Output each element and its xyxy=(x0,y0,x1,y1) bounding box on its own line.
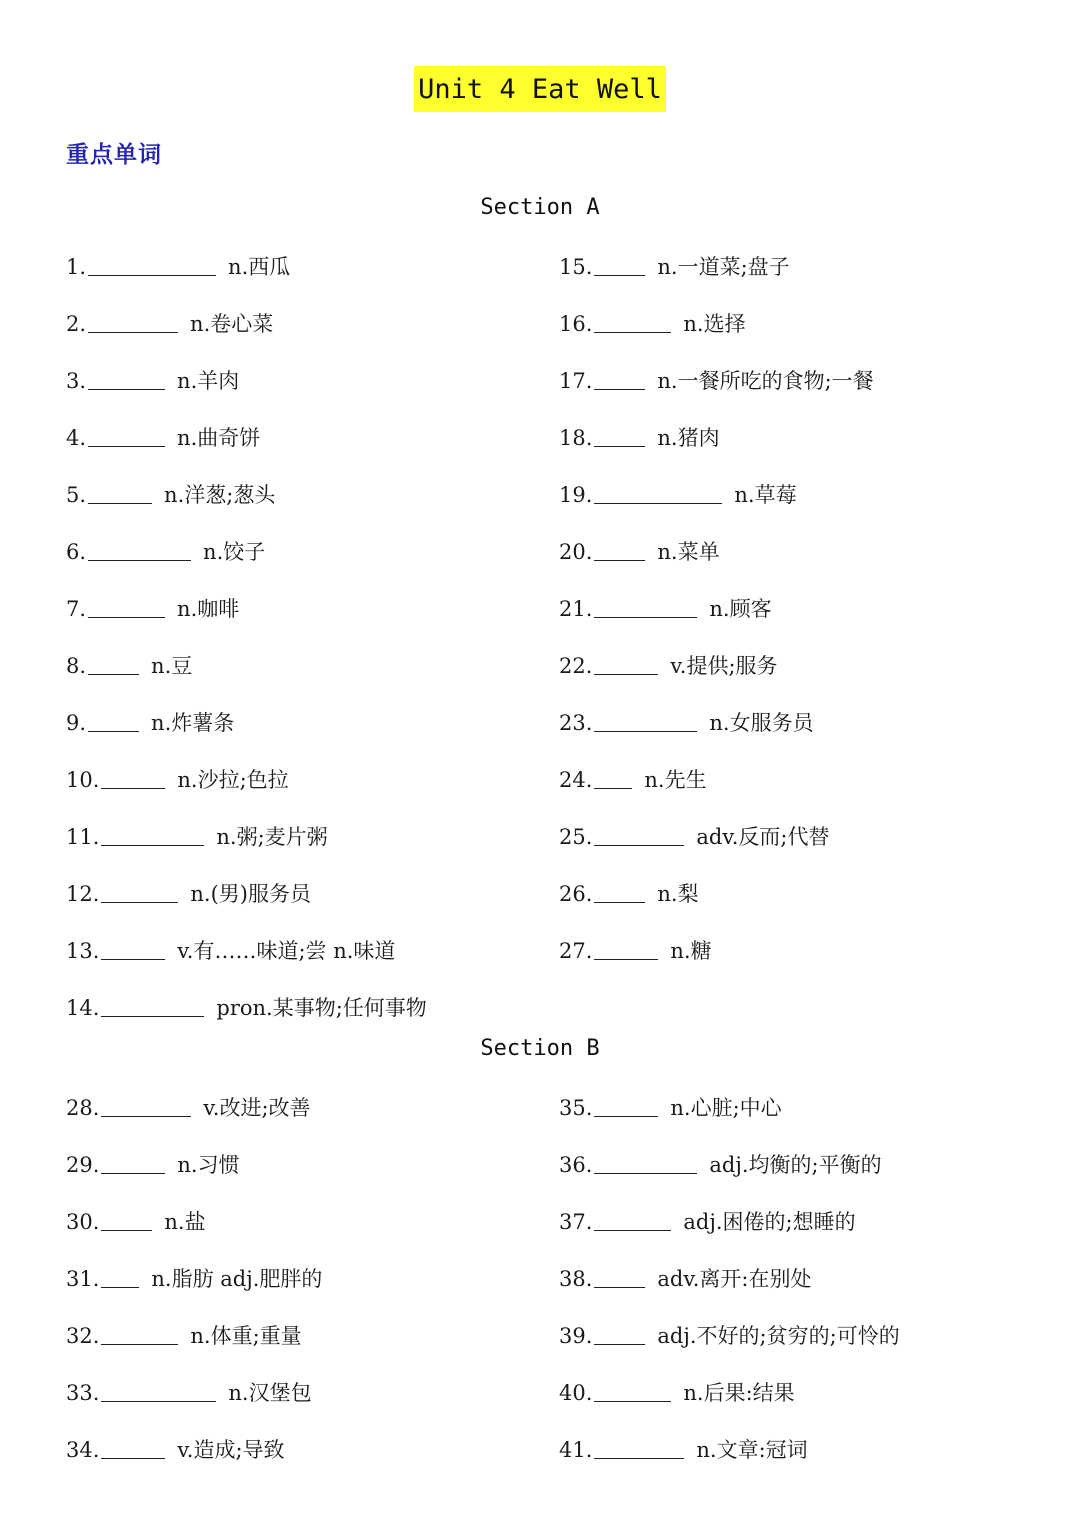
answer-blank[interactable] xyxy=(101,1267,139,1288)
item-number: 6. xyxy=(66,540,87,564)
item-number: 18. xyxy=(559,426,593,450)
vocab-item xyxy=(559,818,830,850)
item-number: 21. xyxy=(559,597,593,621)
answer-blank[interactable] xyxy=(88,654,139,675)
item-definition: n.糖 xyxy=(670,939,712,963)
item-definition: n.汉堡包 xyxy=(228,1381,312,1405)
answer-blank[interactable] xyxy=(88,711,139,732)
item-definition: n.先生 xyxy=(644,768,707,792)
answer-blank[interactable] xyxy=(101,1324,178,1345)
vocab-item xyxy=(559,419,720,451)
item-definition: pron.某事物;任何事物 xyxy=(216,996,427,1020)
item-definition: n.(男)服务员 xyxy=(190,882,311,906)
vocab-item xyxy=(559,761,707,793)
vocab-item xyxy=(66,419,260,451)
answer-blank[interactable] xyxy=(101,1153,165,1174)
answer-blank[interactable] xyxy=(594,1381,671,1402)
vocab-item xyxy=(66,305,273,337)
item-number: 4. xyxy=(66,426,87,450)
answer-blank[interactable] xyxy=(101,1438,165,1459)
item-number: 14. xyxy=(66,996,100,1020)
answer-blank[interactable] xyxy=(88,426,165,447)
item-definition: n.脂肪 adj.肥胖的 xyxy=(151,1267,323,1291)
vocab-item xyxy=(66,989,427,1021)
item-number: 20. xyxy=(559,540,593,564)
vocab-item xyxy=(66,248,290,280)
item-number: 39. xyxy=(559,1324,593,1348)
item-number: 38. xyxy=(559,1267,593,1291)
item-definition: n.咖啡 xyxy=(177,597,240,621)
answer-blank[interactable] xyxy=(101,882,178,903)
item-definition: v.造成;导致 xyxy=(177,1438,285,1462)
item-number: 22. xyxy=(559,654,593,678)
answer-blank[interactable] xyxy=(101,1381,216,1402)
answer-blank[interactable] xyxy=(101,996,204,1017)
item-definition: adj.不好的;贫穷的;可怜的 xyxy=(657,1324,900,1348)
vocab-item xyxy=(559,1260,812,1292)
vocab-item xyxy=(559,533,720,565)
item-number: 1. xyxy=(66,255,87,279)
item-definition: n.粥;麦片粥 xyxy=(216,825,328,849)
item-number: 7. xyxy=(66,597,87,621)
vocab-item xyxy=(66,875,311,907)
answer-blank[interactable] xyxy=(88,540,191,561)
answer-blank[interactable] xyxy=(594,1210,671,1231)
item-definition: v.改进;改善 xyxy=(203,1096,311,1120)
item-definition: n.草莓 xyxy=(734,483,797,507)
item-number: 11. xyxy=(66,825,100,849)
item-number: 32. xyxy=(66,1324,100,1348)
item-number: 24. xyxy=(559,768,593,792)
item-number: 25. xyxy=(559,825,593,849)
answer-blank[interactable] xyxy=(594,882,645,903)
item-number: 9. xyxy=(66,711,87,735)
item-number: 40. xyxy=(559,1381,593,1405)
answer-blank[interactable] xyxy=(101,1210,152,1231)
vocab-item xyxy=(66,1146,240,1178)
item-number: 15. xyxy=(559,255,593,279)
answer-blank[interactable] xyxy=(594,540,645,561)
answer-blank[interactable] xyxy=(594,1267,645,1288)
vocab-item xyxy=(66,476,275,508)
vocab-item xyxy=(559,1431,808,1463)
answer-blank[interactable] xyxy=(88,483,152,504)
item-definition: n.曲奇饼 xyxy=(177,426,261,450)
answer-blank[interactable] xyxy=(594,255,645,276)
section-a-heading: Section A xyxy=(480,195,600,220)
item-number: 16. xyxy=(559,312,593,336)
vocab-item xyxy=(66,1431,285,1463)
vocab-item xyxy=(66,1089,311,1121)
item-definition: n.饺子 xyxy=(203,540,266,564)
item-definition: n.一餐所吃的食物;一餐 xyxy=(657,369,874,393)
item-definition: n.后果:结果 xyxy=(683,1381,795,1405)
item-number: 27. xyxy=(559,939,593,963)
item-definition: n.选择 xyxy=(683,312,746,336)
answer-blank[interactable] xyxy=(594,825,684,846)
answer-blank[interactable] xyxy=(101,825,204,846)
vocab-item xyxy=(66,533,265,565)
vocab-item xyxy=(66,932,395,964)
item-definition: adj.均衡的;平衡的 xyxy=(709,1153,882,1177)
vocab-item xyxy=(559,1317,900,1349)
vocab-item xyxy=(559,1089,782,1121)
answer-blank[interactable] xyxy=(594,597,697,618)
answer-blank[interactable] xyxy=(88,597,165,618)
vocab-item xyxy=(559,590,772,622)
page-title: Unit 4 Eat Well xyxy=(414,66,666,112)
item-number: 2. xyxy=(66,312,87,336)
item-number: 36. xyxy=(559,1153,593,1177)
vocab-item xyxy=(66,1260,322,1292)
vocab-item xyxy=(66,1317,302,1349)
answer-blank[interactable] xyxy=(594,369,645,390)
item-definition: n.羊肉 xyxy=(177,369,240,393)
answer-blank[interactable] xyxy=(594,654,658,675)
vocab-item xyxy=(66,647,192,679)
item-definition: adv.反而;代替 xyxy=(696,825,830,849)
item-number: 12. xyxy=(66,882,100,906)
item-definition: n.豆 xyxy=(151,654,193,678)
item-definition: n.炸薯条 xyxy=(151,711,235,735)
answer-blank[interactable] xyxy=(594,711,697,732)
item-definition: adv.离开:在别处 xyxy=(657,1267,812,1291)
vocab-item xyxy=(66,1374,312,1406)
answer-blank[interactable] xyxy=(101,768,165,789)
item-definition: n.顾客 xyxy=(709,597,772,621)
item-definition: n.西瓜 xyxy=(228,255,291,279)
item-definition: n.盐 xyxy=(164,1210,206,1234)
item-definition: n.一道菜;盘子 xyxy=(657,255,790,279)
vocab-item xyxy=(559,1374,795,1406)
vocab-item xyxy=(559,362,874,394)
answer-blank[interactable] xyxy=(594,1438,684,1459)
vocab-item xyxy=(559,704,814,736)
vocab-item xyxy=(559,305,746,337)
section-b-heading: Section B xyxy=(480,1036,600,1061)
item-definition: n.猪肉 xyxy=(657,426,720,450)
item-number: 5. xyxy=(66,483,87,507)
item-definition: n.卷心菜 xyxy=(190,312,274,336)
answer-blank[interactable] xyxy=(594,483,722,504)
item-definition: adj.困倦的;想睡的 xyxy=(683,1210,856,1234)
item-number: 30. xyxy=(66,1210,100,1234)
title-wrap xyxy=(0,66,1080,112)
vocab-item xyxy=(66,818,328,850)
item-definition: n.洋葱;葱头 xyxy=(164,483,276,507)
answer-blank[interactable] xyxy=(594,1153,697,1174)
vocab-item xyxy=(559,476,797,508)
vocab-item xyxy=(559,875,699,907)
vocab-item xyxy=(559,1146,882,1178)
item-number: 33. xyxy=(66,1381,100,1405)
item-definition: n.文章:冠词 xyxy=(696,1438,808,1462)
item-number: 29. xyxy=(66,1153,100,1177)
item-definition: v.有……味道;尝 n.味道 xyxy=(177,939,396,963)
answer-blank[interactable] xyxy=(594,1096,658,1117)
vocab-item xyxy=(559,1203,856,1235)
answer-blank[interactable] xyxy=(88,369,165,390)
answer-blank[interactable] xyxy=(594,768,632,789)
item-number: 13. xyxy=(66,939,100,963)
item-number: 8. xyxy=(66,654,87,678)
vocab-item xyxy=(559,248,790,280)
item-number: 34. xyxy=(66,1438,100,1462)
item-number: 10. xyxy=(66,768,100,792)
item-definition: n.梨 xyxy=(657,882,699,906)
item-number: 23. xyxy=(559,711,593,735)
vocab-item xyxy=(66,590,239,622)
item-number: 37. xyxy=(559,1210,593,1234)
answer-blank[interactable] xyxy=(594,312,671,333)
item-definition: n.体重;重量 xyxy=(190,1324,302,1348)
answer-blank[interactable] xyxy=(594,1324,645,1345)
item-definition: n.菜单 xyxy=(657,540,720,564)
item-number: 28. xyxy=(66,1096,100,1120)
vocab-item xyxy=(559,932,712,964)
item-number: 31. xyxy=(66,1267,100,1291)
item-number: 19. xyxy=(559,483,593,507)
item-number: 41. xyxy=(559,1438,593,1462)
vocab-item xyxy=(66,704,234,736)
answer-blank[interactable] xyxy=(101,1096,191,1117)
item-definition: n.习惯 xyxy=(177,1153,240,1177)
vocab-item xyxy=(559,647,778,679)
answer-blank[interactable] xyxy=(88,312,178,333)
item-number: 17. xyxy=(559,369,593,393)
answer-blank[interactable] xyxy=(594,426,645,447)
item-definition: n.沙拉;色拉 xyxy=(177,768,289,792)
answer-blank[interactable] xyxy=(594,939,658,960)
key-words-heading: 重点单词 xyxy=(66,142,162,168)
vocab-item xyxy=(66,761,289,793)
vocab-item xyxy=(66,1203,206,1235)
item-number: 26. xyxy=(559,882,593,906)
vocab-item xyxy=(66,362,239,394)
answer-blank[interactable] xyxy=(88,255,216,276)
answer-blank[interactable] xyxy=(101,939,165,960)
item-number: 35. xyxy=(559,1096,593,1120)
item-number: 3. xyxy=(66,369,87,393)
item-definition: v.提供;服务 xyxy=(670,654,778,678)
item-definition: n.女服务员 xyxy=(709,711,814,735)
item-definition: n.心脏;中心 xyxy=(670,1096,782,1120)
